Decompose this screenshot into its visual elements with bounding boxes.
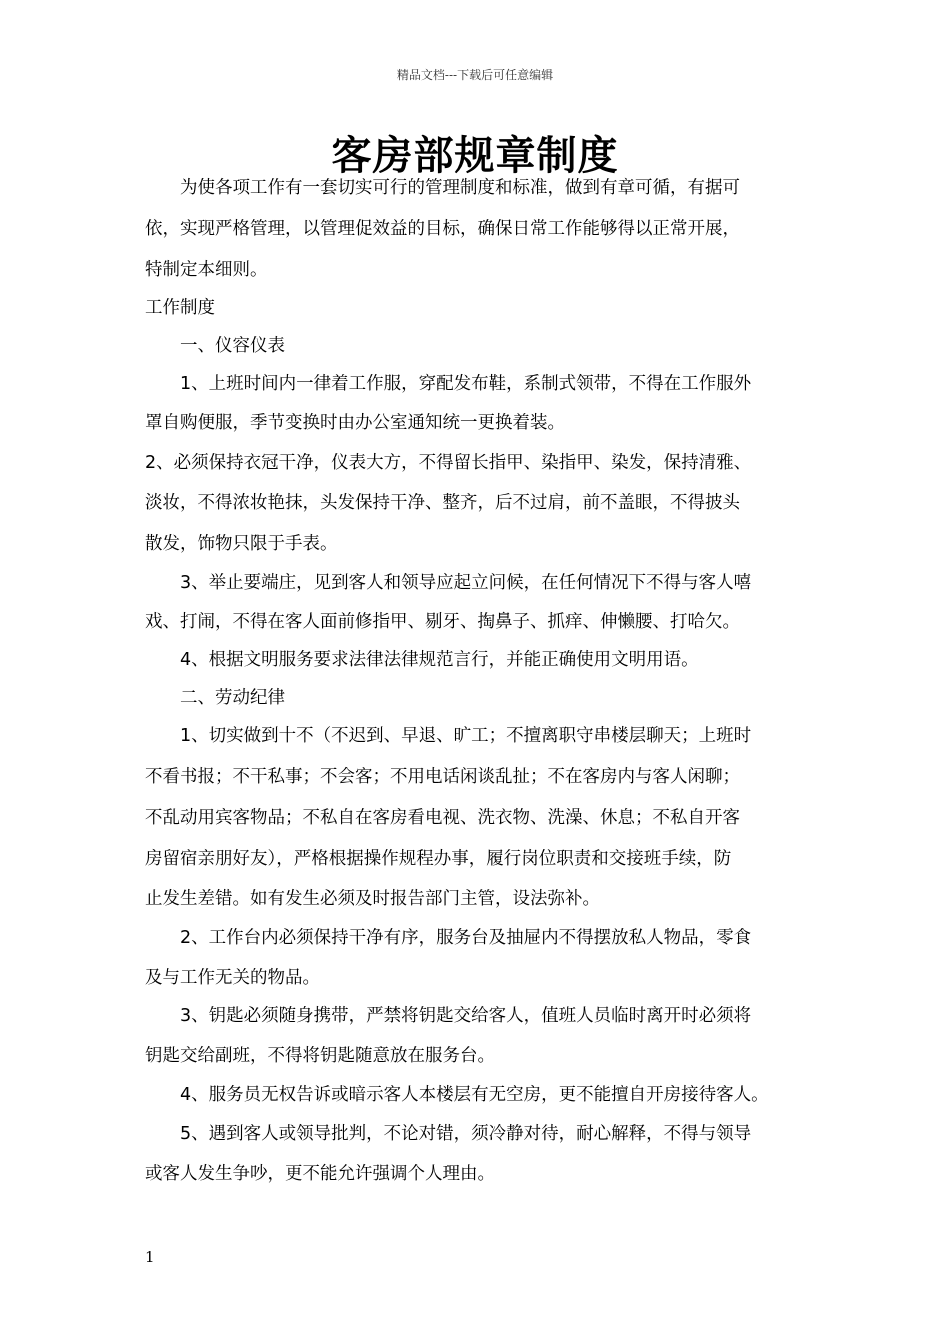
section-heading: 工作制度 [145, 298, 215, 318]
body-line: 钥匙交给副班，不得将钥匙随意放在服务台。 [145, 1046, 495, 1066]
body-line: 特制定本细则。 [145, 260, 268, 280]
body-line: 及与工作无关的物品。 [145, 968, 320, 988]
body-line: 3、举止要端庄，见到客人和领导应起立问候，在任何情况下不得与客人嘻 [145, 573, 752, 593]
body-line: 不看书报；不干私事；不会客；不用电话闲谈乱扯；不在客房内与客人闲聊； [145, 767, 740, 787]
document-title: 客房部规章制度 [331, 133, 619, 179]
body-line: 止发生差错。如有发生必须及时报告部门主管，设法弥补。 [145, 889, 600, 909]
body-line: 1、上班时间内一律着工作服，穿配发布鞋，系制式领带，不得在工作服外 [145, 374, 752, 394]
body-line: 4、根据文明服务要求法律法律规范言行，并能正确使用文明用语。 [145, 650, 699, 670]
body-line: 淡妆，不得浓妆艳抹，头发保持干净、整齐，后不过肩，前不盖眼，不得披头 [145, 493, 740, 513]
body-line: 2、必须保持衣冠干净，仪表大方，不得留长指甲、染指甲、染发，保持清雅、 [145, 453, 752, 473]
body-line: 不乱动用宾客物品；不私自在客房看电视、洗衣物、洗澡、休息；不私自开客 [145, 808, 740, 828]
body-line: 4、服务员无权告诉或暗示客人本楼层有无空房，更不能擅自开房接待客人。 [145, 1085, 769, 1105]
body-line: 依，实现严格管理，以管理促效益的目标，确保日常工作能够得以正常开展， [145, 219, 740, 239]
subsection-heading: 二、劳动纪律 [145, 688, 285, 708]
body-line: 5、遇到客人或领导批判，不论对错，须冷静对待，耐心解释，不得与领导 [145, 1124, 752, 1144]
page-number: 1 [145, 1248, 155, 1266]
body-line: 罩自购便服，季节变换时由办公室通知统一更换着装。 [145, 413, 565, 433]
body-line: 房留宿亲朋好友），严格根据操作规程办事，履行岗位职责和交接班手续，防 [145, 849, 732, 869]
body-line: 2、工作台内必须保持干净有序，服务台及抽屉内不得摆放私人物品，零食 [145, 928, 752, 948]
body-line: 戏、打闹，不得在客人面前修指甲、剔牙、掏鼻子、抓痒、伸懒腰、打哈欠。 [145, 612, 740, 632]
body-line: 3、钥匙必须随身携带，严禁将钥匙交给客人，值班人员临时离开时必须将 [145, 1006, 752, 1026]
subsection-heading: 一、仪容仪表 [145, 336, 285, 356]
body-line: 1、切实做到十不（不迟到、早退、旷工；不擅离职守串楼层聊天；上班时 [145, 726, 752, 746]
body-line: 散发，饰物只限于手表。 [145, 534, 338, 554]
body-line: 为使各项工作有一套切实可行的管理制度和标准，做到有章可循，有据可 [145, 178, 740, 198]
body-line: 或客人发生争吵，更不能允许强调个人理由。 [145, 1164, 495, 1184]
header-note: 精品文档---下载后可任意编辑 [396, 68, 554, 82]
